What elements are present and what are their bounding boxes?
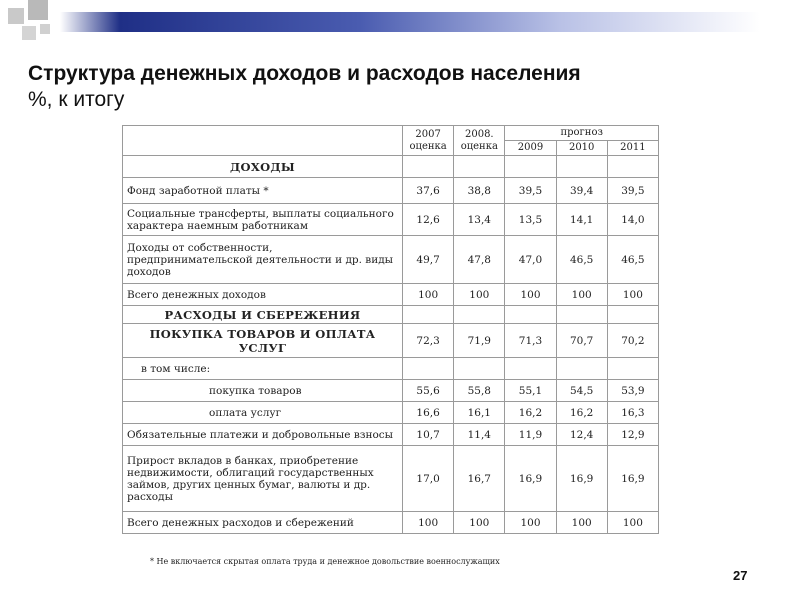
cell-value: 10,7 (403, 424, 454, 446)
cell-value: 38,8 (454, 178, 505, 204)
cell-value: 16,6 (403, 402, 454, 424)
cell-value: 39,4 (556, 178, 607, 204)
decor-square (8, 8, 24, 24)
slide-subtitle: %, к итогу (28, 88, 125, 111)
table-row (123, 446, 659, 512)
cell-value: 100 (454, 284, 505, 306)
row-label: Прирост вкладов в банках, приобретение недвижимости, облигаций государственных займов, других ценных бумаг, валюты и др. расходы (123, 446, 403, 512)
slide-title: Структура денежных доходов и расходов населения (28, 62, 581, 85)
cell-value: 100 (403, 284, 454, 306)
cell-value: 55,1 (505, 380, 556, 402)
cell-value: 16,9 (505, 446, 556, 512)
table-row (123, 178, 659, 204)
cell-value: 100 (556, 284, 607, 306)
cell-value: 14,1 (556, 204, 607, 236)
cell-value: 72,3 (403, 324, 454, 358)
cell-value: 11,9 (505, 424, 556, 446)
row-label: Всего денежных доходов (123, 284, 403, 306)
cell-value: 100 (607, 512, 658, 534)
cell-value: 17,0 (403, 446, 454, 512)
cell-value: 11,4 (454, 424, 505, 446)
cell-value: 55,6 (403, 380, 454, 402)
cell-value: 16,3 (607, 402, 658, 424)
table-row (123, 284, 659, 306)
cell-value: 12,9 (607, 424, 658, 446)
purchase-row-label: ПОКУПКА ТОВАРОВ И ОПЛАТА УСЛУГ (123, 324, 403, 358)
cell-value: 37,6 (403, 178, 454, 204)
cell-value: 100 (607, 284, 658, 306)
table-header-row (123, 126, 659, 141)
cell-value: 46,5 (607, 236, 658, 284)
header-forecast: прогноз (505, 126, 659, 141)
cell-value: 39,5 (607, 178, 658, 204)
cell-value: 16,2 (556, 402, 607, 424)
cell-value: 39,5 (505, 178, 556, 204)
income-section-label: ДОХОДЫ (123, 156, 403, 178)
including-label: в том числе: (123, 358, 403, 380)
row-label: Доходы от собственности, предпринимательской деятельности и др. виды доходов (123, 236, 403, 284)
cell-value: 13,5 (505, 204, 556, 236)
cell-value: 55,8 (454, 380, 505, 402)
decor-square (28, 0, 48, 20)
page-number: 27 (733, 568, 748, 583)
table-row (123, 512, 659, 534)
row-label: Фонд заработной платы * (123, 178, 403, 204)
cell-value: 16,9 (556, 446, 607, 512)
section-row (123, 306, 659, 324)
header-year: 2011 (607, 141, 658, 156)
table-row (123, 204, 659, 236)
table-row (123, 358, 659, 380)
cell-value: 54,5 (556, 380, 607, 402)
cell-value: 16,7 (454, 446, 505, 512)
cell-value: 100 (454, 512, 505, 534)
cell-value: 100 (556, 512, 607, 534)
header-band (0, 12, 800, 32)
cell-value: 100 (505, 284, 556, 306)
cell-value: 16,9 (607, 446, 658, 512)
row-label: Социальные трансферты, выплаты социального характера наемным работникам (123, 204, 403, 236)
cell-value: 13,4 (454, 204, 505, 236)
table-row (123, 380, 659, 402)
decor-square (40, 24, 50, 34)
cell-value: 71,9 (454, 324, 505, 358)
section-row (123, 156, 659, 178)
cell-value: 71,3 (505, 324, 556, 358)
cell-value: 70,7 (556, 324, 607, 358)
cell-value: 100 (403, 512, 454, 534)
cell-value: 12,6 (403, 204, 454, 236)
cell-value: 49,7 (403, 236, 454, 284)
header-year: 2009 (505, 141, 556, 156)
cell-value: 47,0 (505, 236, 556, 284)
header-year: 2010 (556, 141, 607, 156)
cell-value: 46,5 (556, 236, 607, 284)
cell-value: 53,9 (607, 380, 658, 402)
table-row (123, 402, 659, 424)
table-row (123, 424, 659, 446)
cell-value: 14,0 (607, 204, 658, 236)
footnote: * Не включается скрытая оплата труда и денежное довольствие военнослужащих (150, 557, 500, 566)
cell-value: 47,8 (454, 236, 505, 284)
label-column-header (123, 126, 403, 156)
row-label: оплата услуг (123, 402, 403, 424)
table-row (123, 324, 659, 358)
row-label: Обязательные платежи и добровольные взносы (123, 424, 403, 446)
decor-square (22, 26, 36, 40)
table-row (123, 236, 659, 284)
row-label: Всего денежных расходов и сбережений (123, 512, 403, 534)
header-2007: 2007 оценка (403, 126, 454, 156)
row-label: покупка товаров (123, 380, 403, 402)
cell-value: 16,1 (454, 402, 505, 424)
expense-section-label: РАСХОДЫ И СБЕРЕЖЕНИЯ (123, 306, 403, 324)
cell-value: 16,2 (505, 402, 556, 424)
cell-value: 100 (505, 512, 556, 534)
header-2008: 2008. оценка (454, 126, 505, 156)
cell-value: 70,2 (607, 324, 658, 358)
cell-value: 12,4 (556, 424, 607, 446)
income-expense-table (122, 125, 659, 534)
